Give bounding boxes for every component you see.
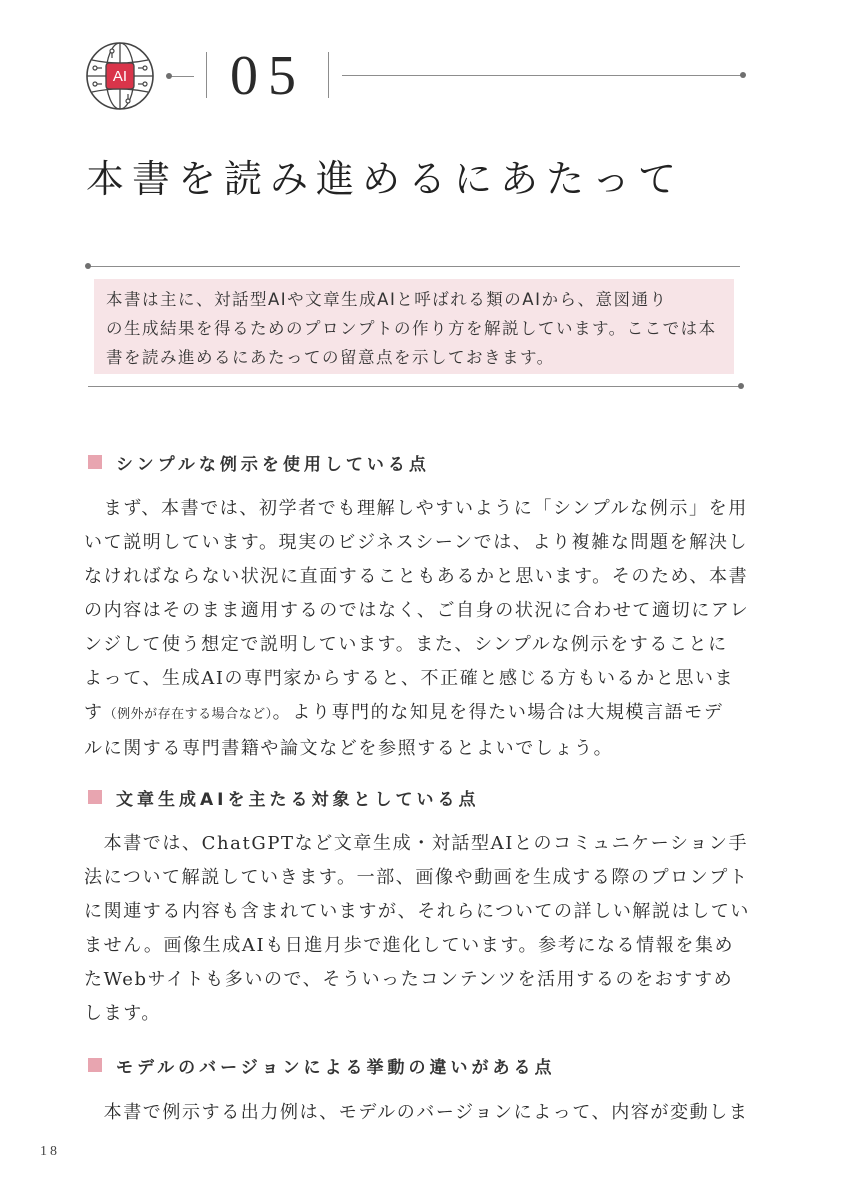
header-right-dot [740, 72, 746, 78]
body-line: たWebサイトも多いので、そういったコンテンツを活用するのをおすすめ [84, 969, 734, 990]
intro-line: の生成結果を得るためのプロンプトの作り方を解説しています。ここでは本 [106, 319, 717, 338]
section-heading [88, 447, 430, 477]
body-line: す（例外が存在する場合など）。より専門的な知見を得たい場合は大規模言語モデ [84, 702, 724, 723]
body-line: に関連する内容も含まれていますが、それらについての詳しい解説はしてい [84, 901, 751, 922]
square-bullet-icon [88, 790, 102, 804]
body-line: ルに関する専門書籍や論文などを参照するとよいでしょう。 [84, 738, 614, 759]
header-divider-right [328, 52, 329, 98]
body-line: の内容はそのまま適用するのではなく、ご自身の状況に合わせて適切にアレ [84, 600, 750, 621]
section-body [84, 1096, 764, 1130]
intro-bottom-dot [738, 383, 744, 389]
body-line: よって、生成AIの専門家からすると、不正確と感じる方もいるかと思いま [84, 668, 735, 689]
body-line: まず、本書では、初学者でも理解しやすいように「シンプルな例示」を用 [103, 498, 748, 519]
section-heading-text: モデルのバージョンによる挙動の違いがある点 [116, 1057, 556, 1078]
page-number: 18 [40, 1144, 60, 1159]
square-bullet-icon [88, 1058, 102, 1072]
header-left-dot [166, 73, 172, 79]
body-line: ンジして使う想定で説明しています。また、シンプルな例示をすることに [84, 634, 728, 655]
ai-globe-icon [82, 38, 158, 114]
header-left-rule [170, 76, 194, 77]
header-right-rule [342, 75, 742, 76]
intro-box [94, 279, 734, 374]
section-body [84, 492, 764, 766]
section-heading-text: 文章生成AIを主たる対象としている点 [116, 789, 480, 810]
chapter-number: 05 [230, 45, 306, 107]
intro-line: 本書は主に、対話型AIや文章生成AIと呼ばれる類のAIから、意図通り [106, 290, 668, 309]
header-divider-left [206, 52, 207, 98]
section-heading [88, 782, 479, 812]
body-line: 本書で例示する出力例は、モデルのバージョンによって、内容が変動しま [103, 1102, 749, 1123]
body-line: いて説明しています。現実のビジネスシーンでは、より複雑な問題を解決し [84, 532, 749, 553]
intro-line: 書を読み進めるにあたっての留意点を示しておきます。 [106, 348, 555, 367]
body-line: します。 [84, 1003, 161, 1024]
intro-top-dot [85, 263, 91, 269]
page-title: 本書を読み進めるにあたって [86, 157, 685, 201]
body-line: 法について解説していきます。一部、画像や動画を生成する際のプロンプト [84, 867, 749, 888]
section-heading [88, 1050, 555, 1080]
ai-icon-label: AI [112, 68, 128, 85]
body-line: 本書では、ChatGPTなど文章生成・対話型AIとのコミュニケーション手 [103, 833, 749, 854]
intro-bottom-rule [88, 386, 740, 387]
intro-top-rule [88, 266, 740, 267]
section-body [84, 827, 764, 1031]
section-heading-text: シンプルな例示を使用している点 [116, 454, 430, 475]
body-line: ません。画像生成AIも日進月歩で進化しています。参考になる情報を集め [84, 935, 735, 956]
square-bullet-icon [88, 455, 102, 469]
chapter-header [0, 0, 846, 130]
parenthetical-note: （例外が存在する場合など） [103, 707, 273, 722]
body-line: なければならない状況に直面することもあるかと思います。そのため、本書 [84, 566, 749, 587]
